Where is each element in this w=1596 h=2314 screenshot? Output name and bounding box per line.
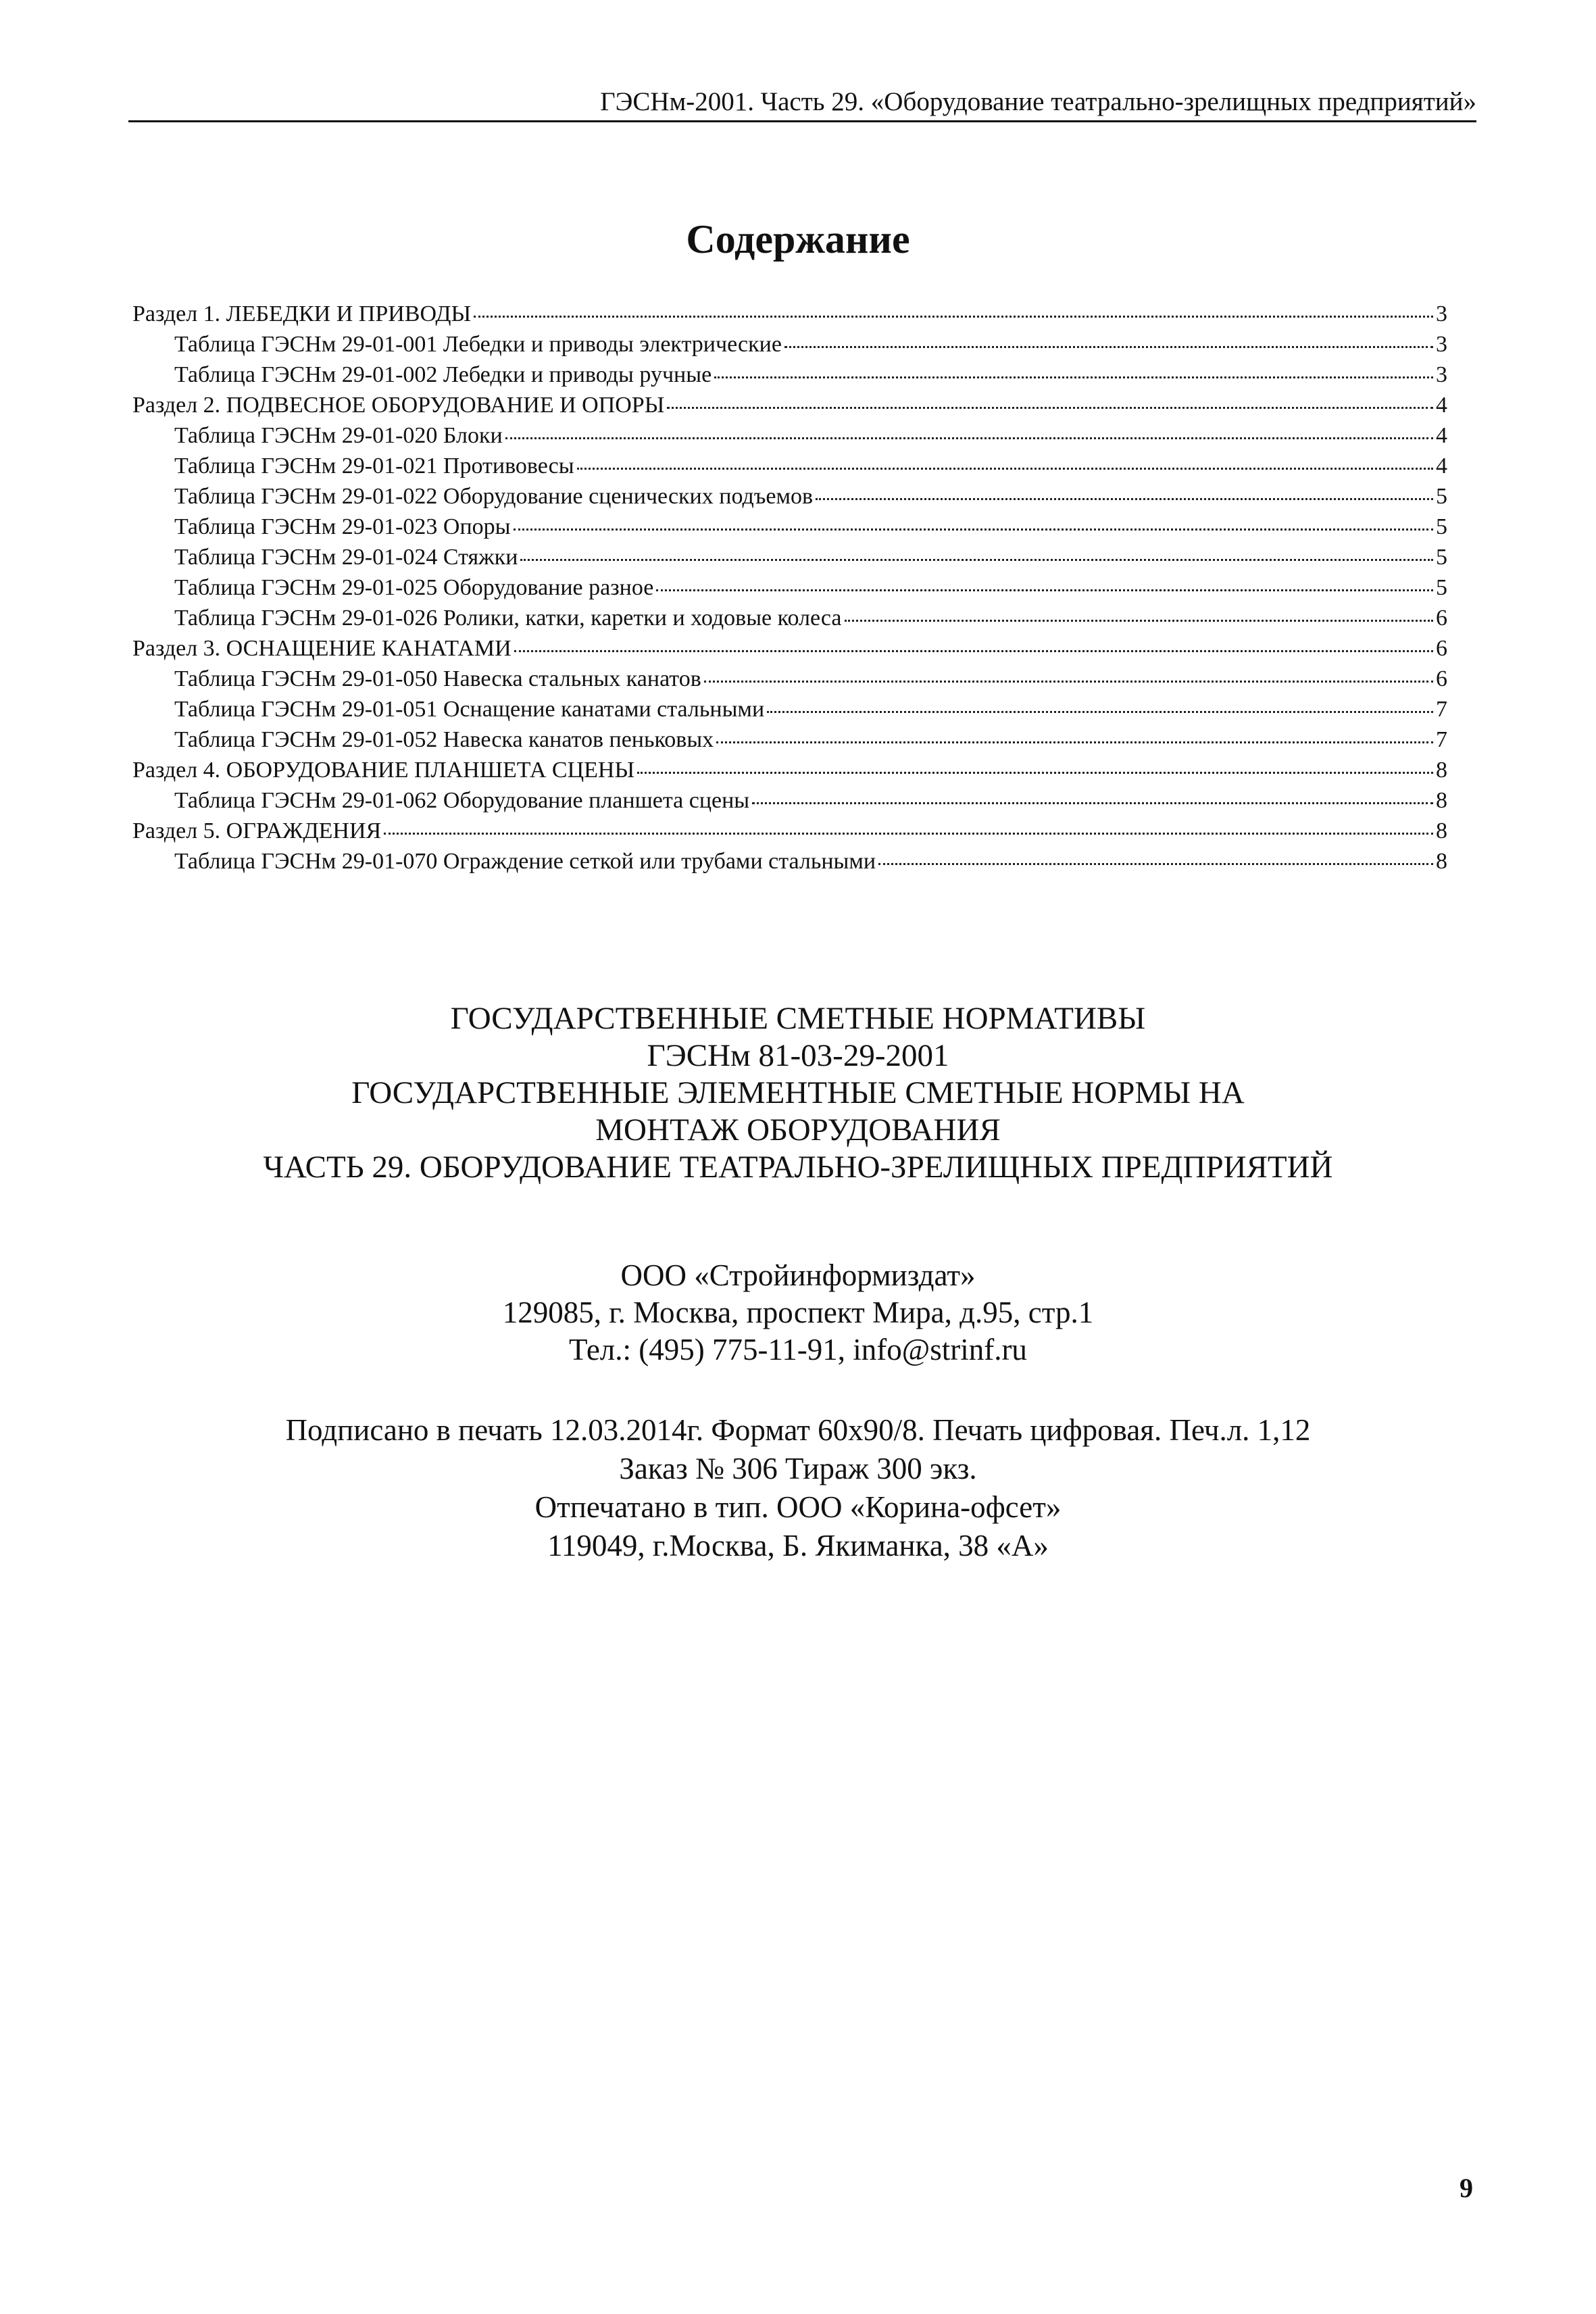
toc-dot-leader	[384, 833, 1433, 835]
toc-entry-page: 4	[1436, 423, 1447, 448]
print-info-line: Отпечатано в тип. ООО «Корина-офсет»	[534, 1490, 1062, 1524]
toc-entry-page: 4	[1436, 393, 1447, 418]
toc-table-entry	[132, 694, 1447, 724]
print-info-line: Заказ № 306 Тираж 300 экз.	[619, 1452, 977, 1485]
toc-dot-leader	[577, 468, 1433, 470]
toc-table-entry	[132, 846, 1447, 877]
document-title-block	[0, 1000, 1596, 1186]
toc-title: Содержание	[686, 217, 910, 262]
toc-entry-title: Таблица ГЭСНм 29-01-062 Оборудование планшета сцены	[174, 788, 750, 813]
publisher-block	[0, 1257, 1596, 1369]
toc-dot-leader	[505, 437, 1433, 439]
toc-entry-page: 8	[1436, 788, 1447, 813]
toc-dot-leader	[878, 863, 1433, 865]
running-header: ГЭСНм-2001. Часть 29. «Оборудование театрально-зрелищных предприятий»	[600, 87, 1476, 116]
toc-entry-page: 5	[1436, 545, 1447, 570]
toc-entry-page: 5	[1436, 514, 1447, 539]
toc-entry-title: Таблица ГЭСНм 29-01-021 Противовесы	[174, 453, 574, 478]
toc-entry-page: 5	[1436, 484, 1447, 509]
toc-entry-title: Таблица ГЭСНм 29-01-001 Лебедки и приводы электрические	[174, 332, 782, 357]
toc-table-entry	[132, 451, 1447, 481]
toc-dot-leader	[520, 559, 1433, 561]
toc-dot-leader	[767, 711, 1433, 713]
toc-dot-leader	[845, 620, 1434, 622]
toc-table-entry	[132, 542, 1447, 572]
toc-table-entry	[132, 664, 1447, 694]
document-title-line: ГЭСНм 81-03-29-2001	[647, 1038, 949, 1073]
toc-entry-page: 3	[1436, 332, 1447, 357]
toc-entry-page: 6	[1436, 606, 1447, 631]
document-title-line: МОНТАЖ ОБОРУДОВАНИЯ	[595, 1112, 1001, 1148]
toc-entry-page: 7	[1436, 727, 1447, 752]
toc-dot-leader	[656, 589, 1433, 591]
toc-table-entry	[132, 512, 1447, 542]
page-number: 9	[1460, 2173, 1473, 2203]
toc-table-entry	[132, 785, 1447, 816]
print-info-line: Подписано в печать 12.03.2014г. Формат 60х90/8. Печать цифровая. Печ.л. 1,12	[285, 1413, 1311, 1447]
toc-entry-title: Таблица ГЭСНм 29-01-026 Ролики, катки, каретки и ходовые колеса	[174, 606, 842, 631]
publisher-line: ООО «Стройинформиздат»	[620, 1258, 976, 1292]
toc-entry-title: Таблица ГЭСНм 29-01-020 Блоки	[174, 423, 503, 448]
toc-entry-title: Таблица ГЭСНм 29-01-051 Оснащение канатами стальными	[174, 697, 765, 722]
toc-section-entry	[132, 755, 1447, 785]
toc-dot-leader	[716, 741, 1433, 743]
toc-table-entry	[132, 481, 1447, 512]
toc-entry-page: 3	[1436, 301, 1447, 326]
toc-dot-leader	[514, 650, 1433, 652]
toc-entry-page: 6	[1436, 636, 1447, 661]
header-rule	[128, 120, 1476, 122]
toc-dot-leader	[637, 772, 1433, 774]
print-info-block	[0, 1411, 1596, 1565]
publisher-line: 129085, г. Москва, проспект Мира, д.95, стр.1	[502, 1296, 1094, 1329]
toc-entry-title: Раздел 4. ОБОРУДОВАНИЕ ПЛАНШЕТА СЦЕНЫ	[132, 758, 635, 783]
toc-entry-page: 6	[1436, 666, 1447, 691]
toc-dot-leader	[704, 681, 1433, 683]
toc-dot-leader	[784, 346, 1433, 348]
toc-entry-title: Таблица ГЭСНм 29-01-022 Оборудование сценических подъемов	[174, 484, 814, 509]
toc-entry-title: Таблица ГЭСНм 29-01-002 Лебедки и приводы ручные	[174, 362, 712, 387]
toc-entry-title: Раздел 2. ПОДВЕСНОЕ ОБОРУДОВАНИЕ И ОПОРЫ	[132, 393, 665, 418]
toc-entry-title: Таблица ГЭСНм 29-01-052 Навеска канатов пеньковых	[174, 727, 714, 752]
document-title-line: ГОСУДАРСТВЕННЫЕ ЭЛЕМЕНТНЫЕ СМЕТНЫЕ НОРМЫ НА	[351, 1075, 1245, 1110]
toc-entry-title: Таблица ГЭСНм 29-01-024 Стяжки	[174, 545, 518, 570]
toc-entry-title: Раздел 1. ЛЕБЕДКИ И ПРИВОДЫ	[132, 301, 472, 326]
toc-dot-leader	[816, 498, 1433, 500]
toc-entry-page: 4	[1436, 453, 1447, 478]
toc-table-entry	[132, 724, 1447, 755]
toc-entry-title: Таблица ГЭСНм 29-01-070 Ограждение сеткой или трубами стальными	[174, 849, 876, 874]
toc-dot-leader	[714, 376, 1433, 378]
document-title-line: ГОСУДАРСТВЕННЫЕ СМЕТНЫЕ НОРМАТИВЫ	[450, 1001, 1146, 1036]
toc-dot-leader	[474, 316, 1433, 318]
toc-table-entry	[132, 329, 1447, 360]
toc-section-entry	[132, 633, 1447, 664]
toc-table-entry	[132, 420, 1447, 451]
toc-entry-page: 7	[1436, 697, 1447, 722]
print-info-line: 119049, г.Москва, Б. Якиманка, 38 «А»	[547, 1529, 1049, 1562]
toc-entry-page: 8	[1436, 849, 1447, 874]
table-of-contents	[132, 299, 1447, 877]
toc-section-entry	[132, 816, 1447, 846]
toc-dot-leader	[752, 802, 1433, 804]
toc-dot-leader	[514, 528, 1434, 531]
toc-entry-page: 8	[1436, 818, 1447, 843]
document-title-line: ЧАСТЬ 29. ОБОРУДОВАНИЕ ТЕАТРАЛЬНО-ЗРЕЛИЩНЫХ ПРЕДПРИЯТИЙ	[263, 1150, 1333, 1185]
toc-table-entry	[132, 572, 1447, 603]
toc-section-entry	[132, 299, 1447, 329]
toc-entry-title: Таблица ГЭСНм 29-01-050 Навеска стальных канатов	[174, 666, 701, 691]
toc-table-entry	[132, 603, 1447, 633]
toc-section-entry	[132, 390, 1447, 420]
toc-entry-title: Таблица ГЭСНм 29-01-025 Оборудование разное	[174, 575, 654, 600]
publisher-line: Тел.: (495) 775-11-91, info@strinf.ru	[569, 1333, 1027, 1367]
toc-entry-title: Таблица ГЭСНм 29-01-023 Опоры	[174, 514, 511, 539]
toc-entry-page: 8	[1436, 758, 1447, 783]
toc-entry-title: Раздел 5. ОГРАЖДЕНИЯ	[132, 818, 382, 843]
toc-entry-page: 5	[1436, 575, 1447, 600]
toc-entry-page: 3	[1436, 362, 1447, 387]
toc-entry-title: Раздел 3. ОСНАЩЕНИЕ КАНАТАМИ	[132, 636, 512, 661]
toc-table-entry	[132, 360, 1447, 390]
toc-dot-leader	[667, 407, 1433, 409]
